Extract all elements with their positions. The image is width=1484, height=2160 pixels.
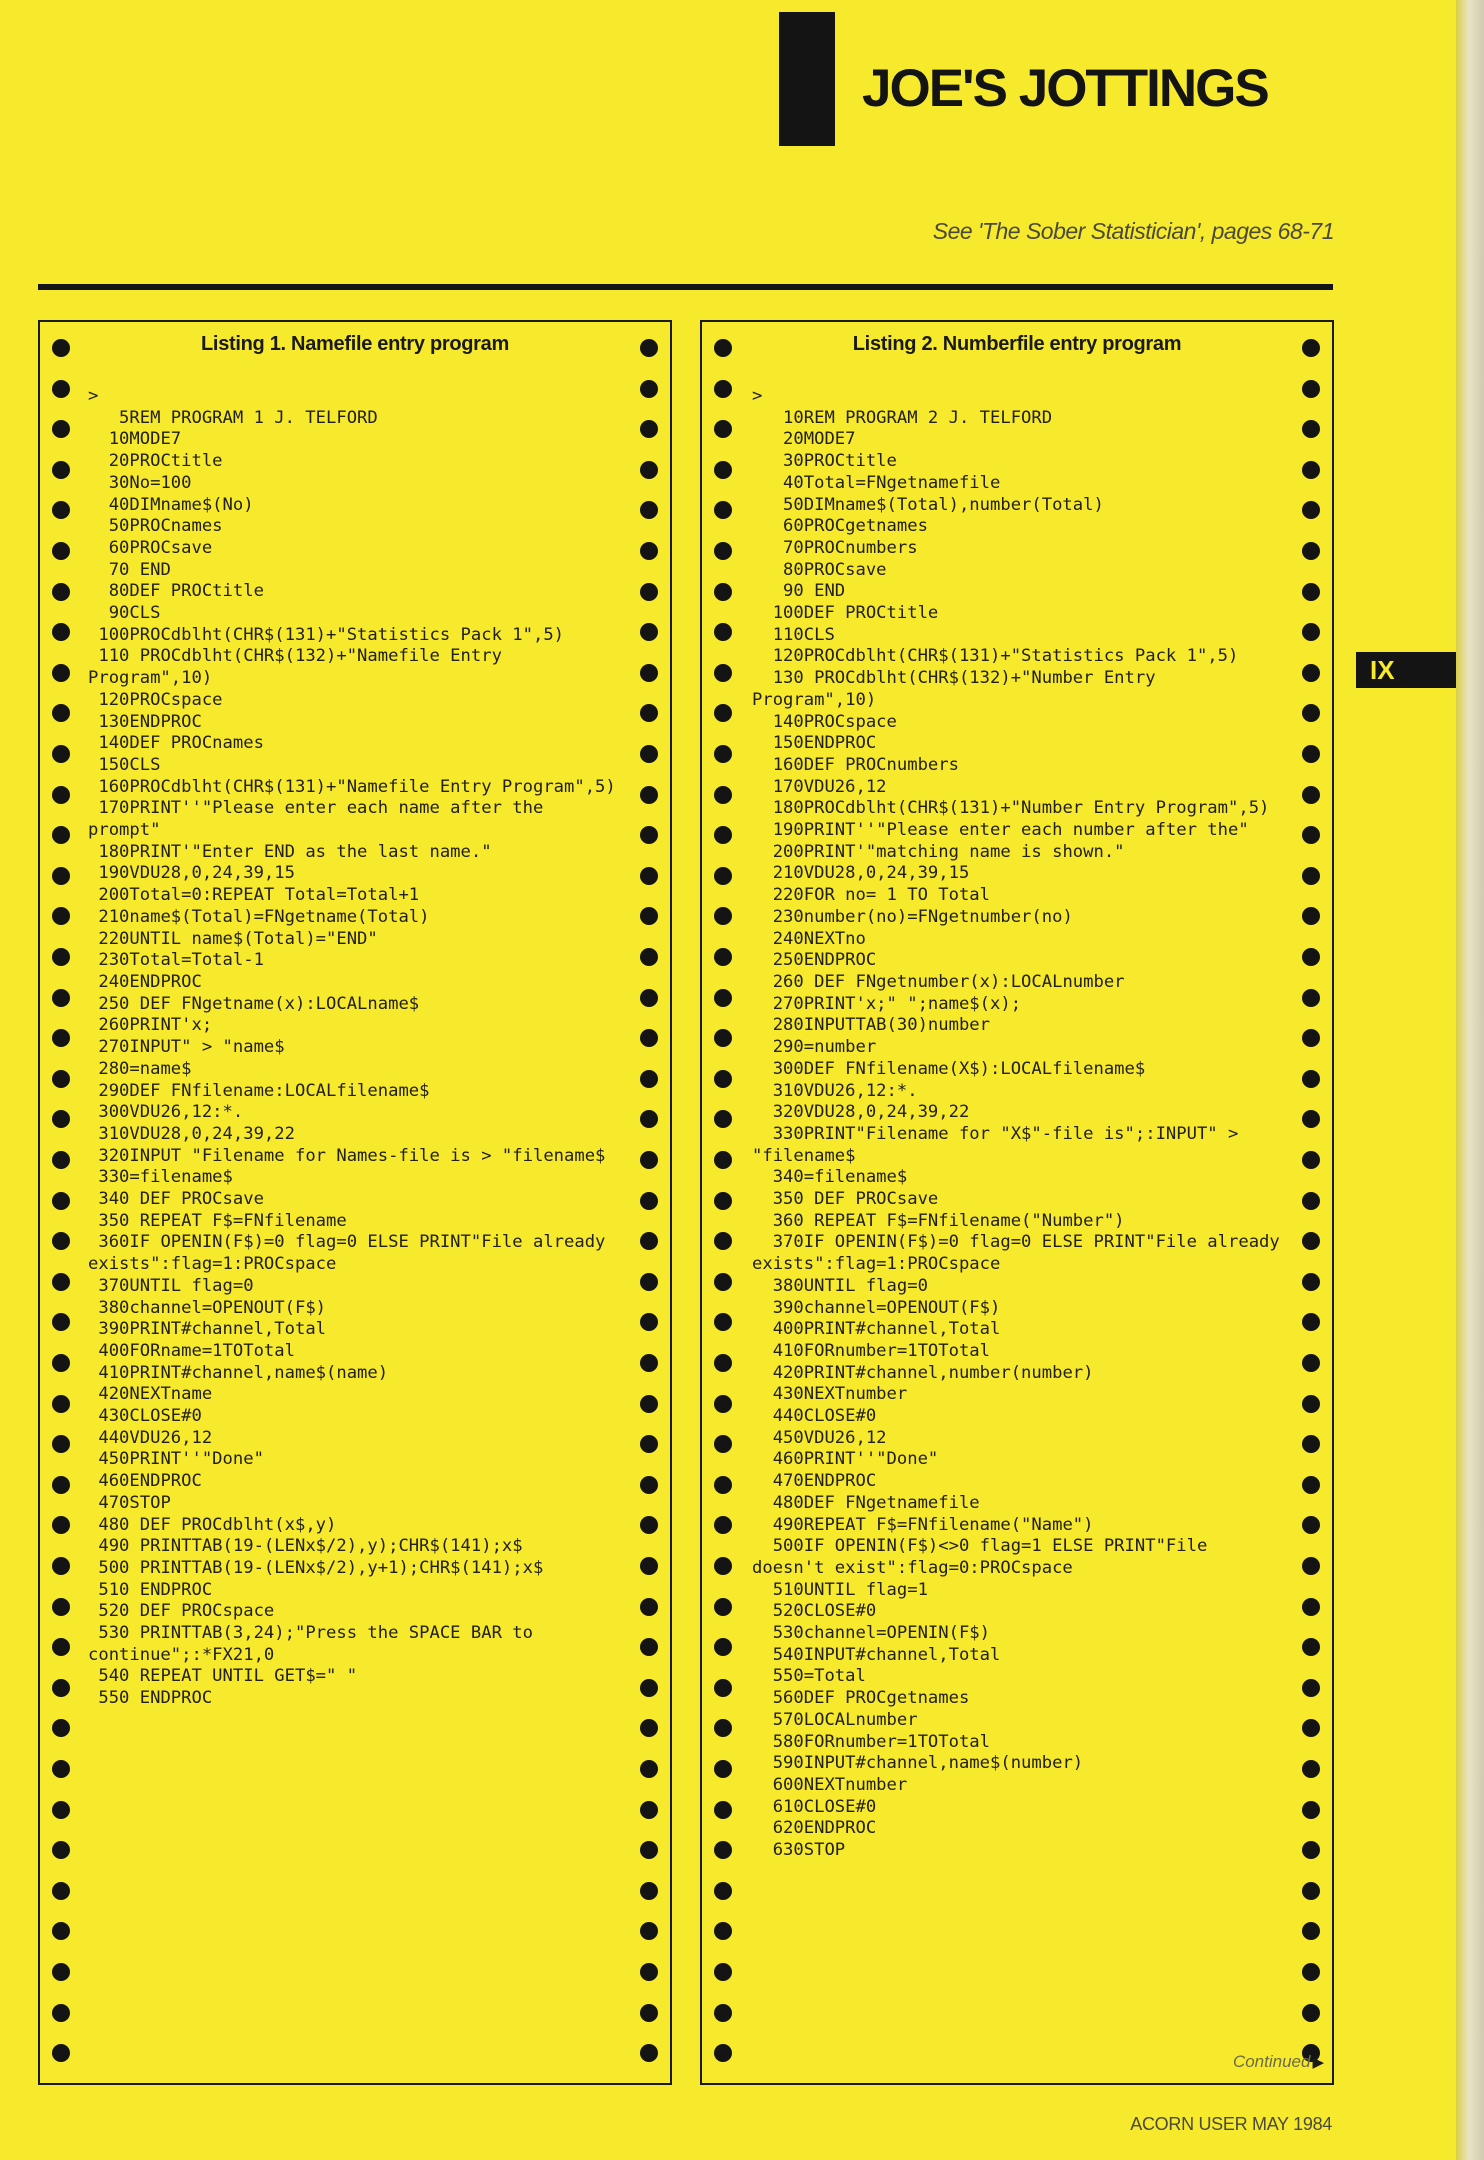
section-tab xyxy=(1356,652,1456,688)
binder-hole-icon xyxy=(640,786,658,804)
binder-hole-icon xyxy=(52,420,70,438)
binder-hole-icon xyxy=(714,1110,732,1128)
binder-holes-left xyxy=(50,322,72,2083)
binder-hole-icon xyxy=(714,1801,732,1819)
binder-hole-icon xyxy=(1302,623,1320,641)
binder-hole-icon xyxy=(714,1070,732,1088)
binder-hole-icon xyxy=(1302,1516,1320,1534)
binder-hole-icon xyxy=(640,420,658,438)
binder-hole-icon xyxy=(1302,1354,1320,1372)
binder-hole-icon xyxy=(1302,1963,1320,1981)
binder-hole-icon xyxy=(52,1841,70,1859)
binder-hole-icon xyxy=(1302,989,1320,1007)
binder-hole-icon xyxy=(52,542,70,560)
binder-hole-icon xyxy=(640,1638,658,1656)
binder-hole-icon xyxy=(640,1679,658,1697)
binder-hole-icon xyxy=(52,1679,70,1697)
binder-hole-icon xyxy=(714,1963,732,1981)
binder-hole-icon xyxy=(52,1760,70,1778)
binder-hole-icon xyxy=(1302,1719,1320,1737)
triangle-right-icon: ▶ xyxy=(1312,2054,1324,2071)
binder-hole-icon xyxy=(52,1192,70,1210)
section-tab-label: IX xyxy=(1370,655,1395,685)
binder-hole-icon xyxy=(1302,1232,1320,1250)
listing-2-panel xyxy=(700,320,1334,2085)
section-title: JOE'S JOTTINGS xyxy=(862,59,1268,118)
binder-hole-icon xyxy=(640,907,658,925)
binder-holes-right xyxy=(638,322,660,2083)
binder-hole-icon xyxy=(714,461,732,479)
binder-hole-icon xyxy=(52,1273,70,1291)
binder-hole-icon xyxy=(52,1313,70,1331)
binder-hole-icon xyxy=(52,583,70,601)
binder-hole-icon xyxy=(640,1232,658,1250)
cross-reference-note: See 'The Sober Statistician', pages 68-71 xyxy=(932,218,1334,244)
binder-hole-icon xyxy=(714,1598,732,1616)
binder-hole-icon xyxy=(640,1029,658,1047)
binder-holes-left xyxy=(712,322,734,2083)
binder-hole-icon xyxy=(714,1719,732,1737)
binder-hole-icon xyxy=(52,1516,70,1534)
binder-hole-icon xyxy=(1302,1151,1320,1169)
binder-hole-icon xyxy=(640,704,658,722)
binder-hole-icon xyxy=(1302,1070,1320,1088)
binder-hole-icon xyxy=(714,745,732,763)
binder-hole-icon xyxy=(52,461,70,479)
binder-hole-icon xyxy=(714,1882,732,1900)
binder-hole-icon xyxy=(1302,1760,1320,1778)
binder-hole-icon xyxy=(1302,461,1320,479)
binder-hole-icon xyxy=(52,339,70,357)
binder-hole-icon xyxy=(640,1760,658,1778)
binder-hole-icon xyxy=(1302,1273,1320,1291)
binder-hole-icon xyxy=(714,1395,732,1413)
binder-hole-icon xyxy=(714,1354,732,1372)
binder-hole-icon xyxy=(1302,1476,1320,1494)
binder-hole-icon xyxy=(640,1151,658,1169)
binder-hole-icon xyxy=(714,786,732,804)
binder-hole-icon xyxy=(640,1516,658,1534)
binder-hole-icon xyxy=(640,339,658,357)
binder-hole-icon xyxy=(640,380,658,398)
binder-hole-icon xyxy=(1302,1029,1320,1047)
binder-hole-icon xyxy=(1302,1395,1320,1413)
binder-hole-icon xyxy=(1302,339,1320,357)
binder-hole-icon xyxy=(52,1029,70,1047)
binder-hole-icon xyxy=(640,623,658,641)
binder-hole-icon xyxy=(1302,1841,1320,1859)
binder-hole-icon xyxy=(714,1476,732,1494)
binder-hole-icon xyxy=(714,1151,732,1169)
binder-hole-icon xyxy=(640,1435,658,1453)
binder-hole-icon xyxy=(1302,1598,1320,1616)
binder-hole-icon xyxy=(714,1841,732,1859)
binder-hole-icon xyxy=(1302,1922,1320,1940)
binder-hole-icon xyxy=(1302,2004,1320,2022)
binder-hole-icon xyxy=(714,1435,732,1453)
binder-hole-icon xyxy=(714,1029,732,1047)
binder-hole-icon xyxy=(714,339,732,357)
binder-hole-icon xyxy=(714,1516,732,1534)
header-black-bar xyxy=(779,12,835,146)
binder-hole-icon xyxy=(640,1273,658,1291)
binder-hole-icon xyxy=(714,664,732,682)
binder-hole-icon xyxy=(1302,1110,1320,1128)
listing-2-title: Listing 2. Numberfile entry program xyxy=(852,333,1182,355)
binder-hole-icon xyxy=(1302,501,1320,519)
binder-hole-icon xyxy=(640,745,658,763)
binder-hole-icon xyxy=(714,2004,732,2022)
binder-hole-icon xyxy=(640,1192,658,1210)
page-footer: ACORN USER MAY 1984 xyxy=(1130,2114,1332,2134)
binder-hole-icon xyxy=(640,2004,658,2022)
binder-hole-icon xyxy=(52,664,70,682)
binder-hole-icon xyxy=(640,1070,658,1088)
binder-hole-icon xyxy=(52,1963,70,1981)
binder-hole-icon xyxy=(52,1354,70,1372)
binder-hole-icon xyxy=(640,1313,658,1331)
binder-hole-icon xyxy=(52,501,70,519)
listing-1-title: Listing 1. Namefile entry program xyxy=(201,333,509,355)
binder-hole-icon xyxy=(714,867,732,885)
binder-hole-icon xyxy=(1302,826,1320,844)
listing-2-code: > 10REM PROGRAM 2 J. TELFORD 20MODE7 30PROCtitle 40Total=FNgetnamefile 50DIMname$(Total),number(Total) 60PROCgetnames 70PROCnumbers 80PROCsave 90 END 100DEF PROCtitle 110CLS 120PROCdblht(CHR$(131)+"Statistics Pack 1",5) 130 PROCdblht(CHR$(132)+"Number Entry Program",10) 140PROCspace 150ENDPROC 160DEF PROCnumbers 170VDU26,12 180PROCdblht(CHR$(131)+"Number Entry Program",5) 190PRINT''"Please enter each number after the" 200PRINT'"matching name is shown." 210VDU28,0,24,39,15 220FOR no= 1 TO Total 230number(no)=FNgetnumber(no) 240NEXTno 250ENDPROC 260 DEF FNgetnumber(x):LOCALnumber 270PRINT'x;" ";name$(x); 280INPUTTAB(30)number 290=number 300DEF FNfilename(X$):LOCALfilename$ 310VDU26,12:*. 320VDU28,0,24,39,22 330PRINT"Filename for "X$"-file is";:INPUT" > "filename$ 340=filename$ 350 DEF PROCsave 360 REPEAT F$=FNfilename("Number") 370IF OPENIN(F$)=0 flag=0 ELSE PRINT"File already exists":flag=1:PROCspace 380UNTIL flag=0 390channel=OPENOUT(F$) 400PRINT#channel,Total 410FORnumber=1TOTotal 420PRINT#channel,number(number) 430NEXTnumber 440CLOSE#0 450VDU26,12 460PRINT''"Done" 470ENDPROC 480DEF FNgetnamefile 490REPEAT F$=FNfilename("Name") 500IF OPENIN(F$)<>0 flag=1 ELSE PRINT"File doesn't exist":flag=0:PROCspace 510UNTIL flag=1 520CLOSE#0 530channel=OPENIN(F$) 540INPUT#channel,Total 550=Total 560DEF PROCgetnames 570LOCALnumber 580FORnumber=1TOTotal 590INPUT#channel,name$(number) 600NEXTnumber 610CLOSE#0 620ENDPROC 630STOP xyxy=(752,386,1280,1861)
binder-hole-icon xyxy=(640,583,658,601)
binder-hole-icon xyxy=(52,1922,70,1940)
binder-hole-icon xyxy=(714,623,732,641)
listing-1-panel xyxy=(38,320,672,2085)
binder-hole-icon xyxy=(714,1922,732,1940)
binder-hole-icon xyxy=(640,1395,658,1413)
binder-hole-icon xyxy=(714,1557,732,1575)
binder-hole-icon xyxy=(52,948,70,966)
binder-hole-icon xyxy=(640,664,658,682)
listing-1-code: > 5REM PROGRAM 1 J. TELFORD 10MODE7 20PROCtitle 30No=100 40DIMname$(No) 50PROCnames 60PROCsave 70 END 80DEF PROCtitle 90CLS 100PROCdblht(CHR$(131)+"Statistics Pack 1",5) 110 PROCdblht(CHR$(132)+"Namefile Entry Program",10) 120PROCspace 130ENDPROC 140DEF PROCnames 150CLS 160PROCdblht(CHR$(131)+"Namefile Entry Program",5) 170PRINT''"Please enter each name after the prompt" 180PRINT'"Enter END as the last name." 190VDU28,0,24,39,15 200Total=0:REPEAT Total=Total+1 210name$(Total)=FNgetname(Total) 220UNTIL name$(Total)="END" 230Total=Total-1 240ENDPROC 250 DEF FNgetname(x):LOCALname$ 260PRINT'x; 270INPUT" > "name$ 280=name$ 290DEF FNfilename:LOCALfilename$ 300VDU26,12:*. 310VDU28,0,24,39,22 320INPUT "Filename for Names-file is > "filename$ 330=filename$ 340 DEF PROCsave 350 REPEAT F$=FNfilename 360IF OPENIN(F$)=0 flag=0 ELSE PRINT"File already exists":flag=1:PROCspace 370UNTIL flag=0 380channel=OPENOUT(F$) 390PRINT#channel,Total 400FORname=1TOTotal 410PRINT#channel,name$(name) 420NEXTname 430CLOSE#0 440VDU26,12 450PRINT''"Done" 460ENDPROC 470STOP 480 DEF PROCdblht(x$,y) 490 PRINTTAB(19-(LENx$/2),y);CHR$(141);x$ 500 PRINTTAB(19-(LENx$/2),y+1);CHR$(141);x$ 510 ENDPROC 520 DEF PROCspace 530 PRINTTAB(3,24);"Press the SPACE BAR to continue";:*FX21,0 540 REPEAT UNTIL GET$=" " 550 ENDPROC xyxy=(88,386,616,1709)
binder-hole-icon xyxy=(52,826,70,844)
binder-hole-icon xyxy=(1302,704,1320,722)
binder-hole-icon xyxy=(1302,1192,1320,1210)
binder-hole-icon xyxy=(1302,948,1320,966)
binder-hole-icon xyxy=(714,1679,732,1697)
binder-hole-icon xyxy=(714,542,732,560)
binder-hole-icon xyxy=(1302,542,1320,560)
binder-hole-icon xyxy=(714,1313,732,1331)
binder-hole-icon xyxy=(640,461,658,479)
binder-hole-icon xyxy=(52,1070,70,1088)
binder-hole-icon xyxy=(1302,1557,1320,1575)
binder-hole-icon xyxy=(52,2044,70,2062)
binder-hole-icon xyxy=(52,989,70,1007)
binder-hole-icon xyxy=(52,786,70,804)
binder-hole-icon xyxy=(714,1273,732,1291)
binder-hole-icon xyxy=(1302,420,1320,438)
binder-hole-icon xyxy=(52,1719,70,1737)
binder-hole-icon xyxy=(52,380,70,398)
binder-hole-icon xyxy=(1302,1679,1320,1697)
binder-hole-icon xyxy=(52,1557,70,1575)
binder-hole-icon xyxy=(640,1841,658,1859)
continued-label: Continued xyxy=(1232,2052,1311,2071)
binder-hole-icon xyxy=(714,501,732,519)
binder-hole-icon xyxy=(1302,380,1320,398)
binder-hole-icon xyxy=(52,1598,70,1616)
binder-hole-icon xyxy=(52,1151,70,1169)
binder-hole-icon xyxy=(1302,1882,1320,1900)
binder-hole-icon xyxy=(714,907,732,925)
binder-hole-icon xyxy=(1302,867,1320,885)
binder-hole-icon xyxy=(52,704,70,722)
binder-hole-icon xyxy=(640,542,658,560)
binder-hole-icon xyxy=(714,583,732,601)
binder-hole-icon xyxy=(714,1232,732,1250)
binder-hole-icon xyxy=(714,380,732,398)
binder-hole-icon xyxy=(640,989,658,1007)
binder-hole-icon xyxy=(640,2044,658,2062)
binder-hole-icon xyxy=(52,745,70,763)
binder-hole-icon xyxy=(714,826,732,844)
binder-hole-icon xyxy=(714,948,732,966)
binder-hole-icon xyxy=(1302,1435,1320,1453)
binder-hole-icon xyxy=(1302,745,1320,763)
binder-hole-icon xyxy=(714,1760,732,1778)
binder-hole-icon xyxy=(714,2044,732,2062)
binder-hole-icon xyxy=(52,1395,70,1413)
binder-hole-icon xyxy=(1302,1801,1320,1819)
binder-hole-icon xyxy=(1302,1313,1320,1331)
binder-hole-icon xyxy=(52,2004,70,2022)
binder-hole-icon xyxy=(640,1922,658,1940)
binder-hole-icon xyxy=(52,1638,70,1656)
binder-hole-icon xyxy=(640,1963,658,1981)
binder-hole-icon xyxy=(640,1476,658,1494)
binder-hole-icon xyxy=(52,1110,70,1128)
binder-hole-icon xyxy=(714,1638,732,1656)
binder-hole-icon xyxy=(640,867,658,885)
binder-hole-icon xyxy=(1302,583,1320,601)
binder-hole-icon xyxy=(714,1192,732,1210)
binder-hole-icon xyxy=(640,1719,658,1737)
binder-hole-icon xyxy=(640,1557,658,1575)
binder-hole-icon xyxy=(1302,907,1320,925)
binder-hole-icon xyxy=(52,907,70,925)
page-edge xyxy=(1456,0,1484,2160)
binder-hole-icon xyxy=(640,1598,658,1616)
binder-hole-icon xyxy=(1302,1638,1320,1656)
binder-hole-icon xyxy=(1302,664,1320,682)
binder-hole-icon xyxy=(640,1354,658,1372)
continued-note xyxy=(1233,2052,1324,2072)
binder-hole-icon xyxy=(640,826,658,844)
binder-hole-icon xyxy=(714,989,732,1007)
header-rule xyxy=(38,284,1333,290)
binder-hole-icon xyxy=(714,704,732,722)
binder-hole-icon xyxy=(640,501,658,519)
binder-hole-icon xyxy=(640,1110,658,1128)
binder-holes-right xyxy=(1300,322,1322,2083)
binder-hole-icon xyxy=(52,623,70,641)
binder-hole-icon xyxy=(1302,786,1320,804)
binder-hole-icon xyxy=(640,1882,658,1900)
binder-hole-icon xyxy=(640,948,658,966)
binder-hole-icon xyxy=(52,1882,70,1900)
binder-hole-icon xyxy=(52,1801,70,1819)
binder-hole-icon xyxy=(52,1476,70,1494)
binder-hole-icon xyxy=(640,1801,658,1819)
binder-hole-icon xyxy=(52,1232,70,1250)
binder-hole-icon xyxy=(52,867,70,885)
binder-hole-icon xyxy=(714,420,732,438)
binder-hole-icon xyxy=(52,1435,70,1453)
